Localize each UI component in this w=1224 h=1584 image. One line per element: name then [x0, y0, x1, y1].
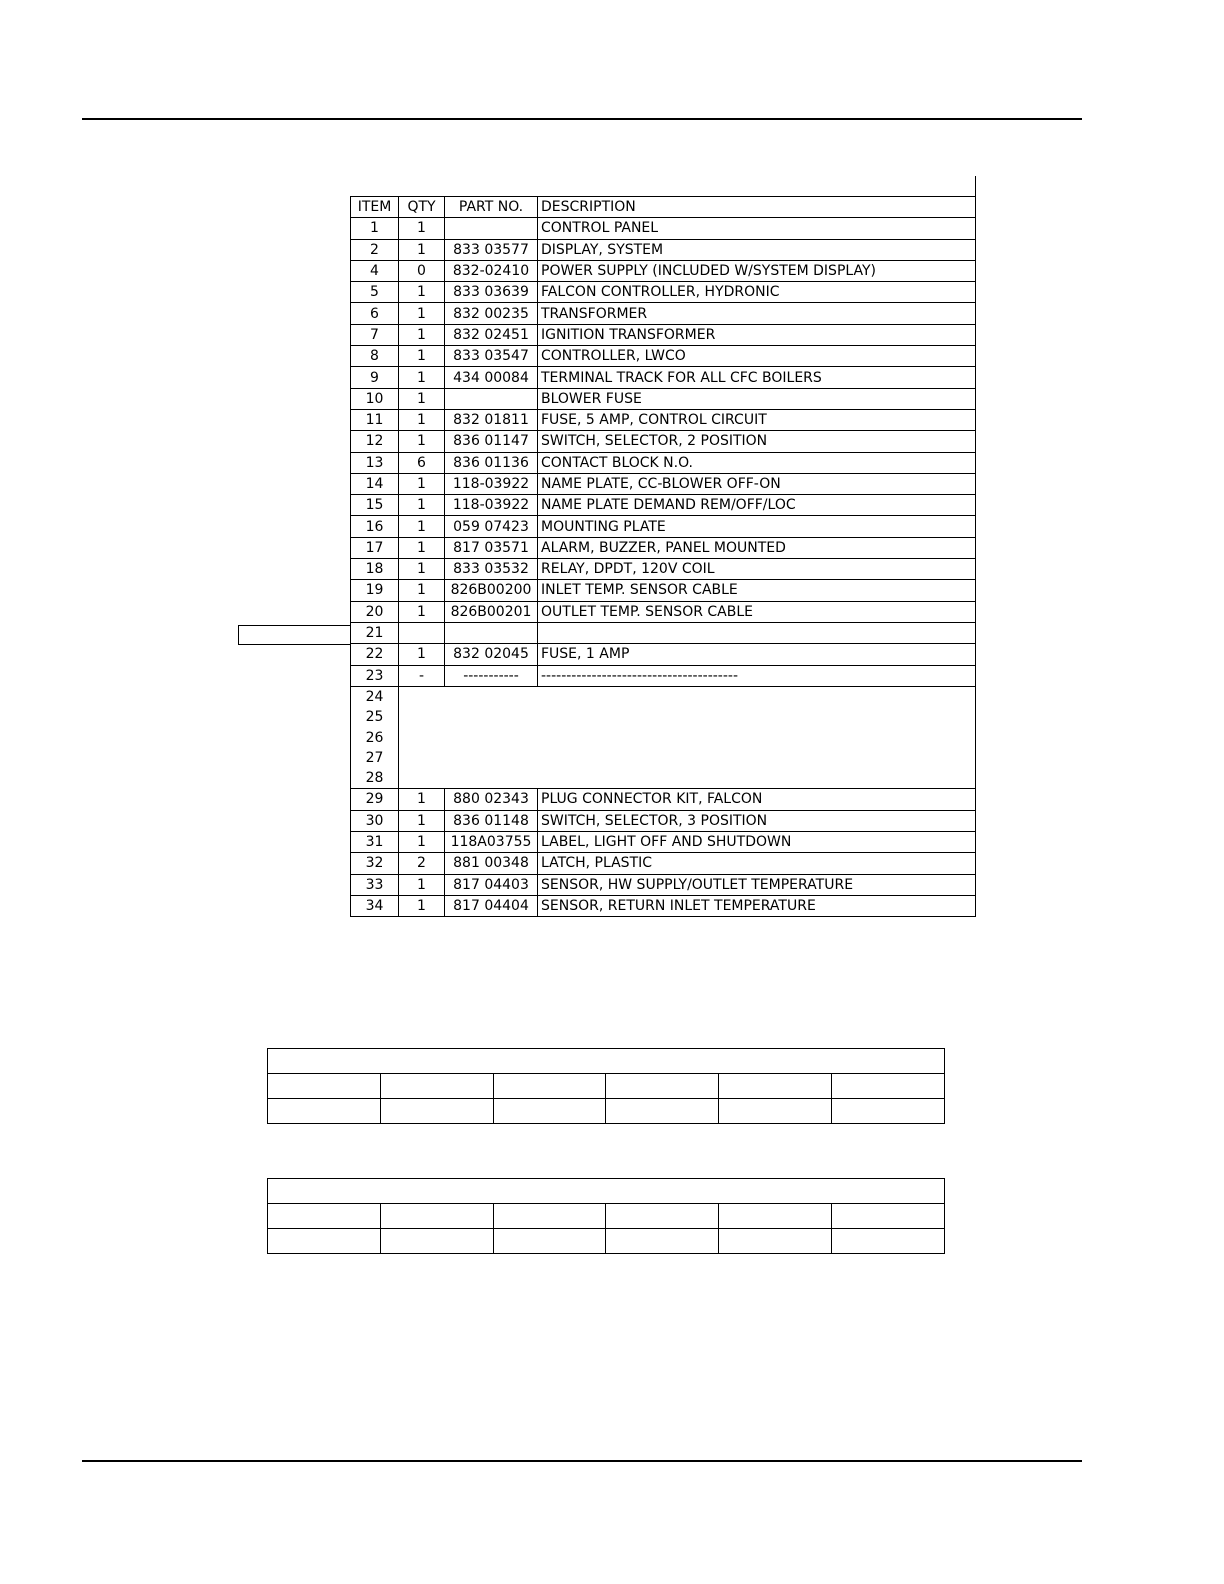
- cell-part-no: 832 02045: [445, 644, 538, 665]
- cell-item: 15: [351, 495, 399, 516]
- grid-row: [268, 1074, 945, 1099]
- cell-description: CONTACT BLOCK N.O.: [538, 452, 976, 473]
- cell-description: SENSOR, HW SUPPLY/OUTLET TEMPERATURE: [538, 874, 976, 895]
- table-row: [351, 346, 976, 367]
- cell-description: OUTLET TEMP. SENSOR CABLE: [538, 601, 976, 622]
- cell-item: 29: [351, 789, 399, 810]
- cell-item: 30: [351, 810, 399, 831]
- cell-item: 8: [351, 346, 399, 367]
- cell-qty: 1: [399, 537, 445, 558]
- cell-part-no: 118A03755: [445, 831, 538, 852]
- grid-cell: [268, 1099, 381, 1124]
- cell-item: 32: [351, 853, 399, 874]
- cell-part-no: 836 01136: [445, 452, 538, 473]
- cell-description: [538, 622, 976, 643]
- cell-description: LATCH, PLASTIC: [538, 853, 976, 874]
- cell-part-no: 833 03639: [445, 282, 538, 303]
- cell-part-no: 832 02451: [445, 324, 538, 345]
- grid-title-cell: [268, 1049, 945, 1074]
- cell-item: 6: [351, 303, 399, 324]
- table-row: [351, 495, 976, 516]
- grid-cell: [832, 1204, 945, 1229]
- cell-qty: 1: [399, 874, 445, 895]
- table-row: [351, 580, 976, 601]
- cell-qty: 1: [399, 831, 445, 852]
- cell-qty: 1: [399, 580, 445, 601]
- cell-item: 7: [351, 324, 399, 345]
- cell-part-no: [445, 218, 538, 239]
- cell-description: CONTROLLER, LWCO: [538, 346, 976, 367]
- cell-item: 17: [351, 537, 399, 558]
- cell-item: 4: [351, 260, 399, 281]
- grid-row: [268, 1099, 945, 1124]
- cell-item: 12: [351, 431, 399, 452]
- cell-item: 14: [351, 473, 399, 494]
- grid-cell: [832, 1074, 945, 1099]
- header-description: DESCRIPTION: [538, 197, 976, 218]
- grid-title-row: [268, 1049, 945, 1074]
- table-row: [351, 239, 976, 260]
- header-part-no: PART NO.: [445, 197, 538, 218]
- grid-cell: [606, 1099, 719, 1124]
- cell-item: 5: [351, 282, 399, 303]
- table-row: [351, 452, 976, 473]
- table-row: [351, 895, 976, 916]
- cell-part-no: 817 04403: [445, 874, 538, 895]
- grid-row: [268, 1229, 945, 1254]
- empty-grid-table: [267, 1048, 945, 1124]
- top-rule: [82, 118, 1082, 120]
- cell-description: FUSE, 1 AMP: [538, 644, 976, 665]
- table-row: [351, 324, 976, 345]
- cell-qty: 6: [399, 452, 445, 473]
- cell-description: RELAY, DPDT, 120V COIL: [538, 559, 976, 580]
- grid-cell: [380, 1074, 493, 1099]
- cell-qty: 1: [399, 239, 445, 260]
- cell-qty: [399, 622, 445, 643]
- cell-part-no: 826B00200: [445, 580, 538, 601]
- cell-part-no: 826B00201: [445, 601, 538, 622]
- cell-item: 27: [351, 748, 399, 768]
- table-row: [351, 831, 976, 852]
- cell-item: 26: [351, 727, 399, 747]
- blank-merged-cell: [399, 686, 976, 788]
- table-row: [351, 622, 976, 643]
- cell-item: 34: [351, 895, 399, 916]
- cell-qty: 1: [399, 559, 445, 580]
- cell-description: NAME PLATE, CC-BLOWER OFF-ON: [538, 473, 976, 494]
- grid-cell: [268, 1074, 381, 1099]
- cell-qty: 1: [399, 409, 445, 430]
- cell-part-no: 832 01811: [445, 409, 538, 430]
- grid-title-cell: [268, 1179, 945, 1204]
- table-row: [351, 810, 976, 831]
- empty-grid-table: [267, 1178, 945, 1254]
- table-corner-line: [975, 176, 976, 196]
- cell-description: ---------------------------------------: [538, 665, 976, 686]
- cell-qty: 1: [399, 789, 445, 810]
- table-row: [351, 367, 976, 388]
- grid-row: [268, 1204, 945, 1229]
- table-row: [351, 303, 976, 324]
- grid-cell: [606, 1229, 719, 1254]
- cell-description: CONTROL PANEL: [538, 218, 976, 239]
- cell-qty: -: [399, 665, 445, 686]
- cell-item: 9: [351, 367, 399, 388]
- table-row: [351, 516, 976, 537]
- table-row: [351, 282, 976, 303]
- item-21-leader-box: [238, 625, 351, 645]
- table-row-blank: [351, 686, 976, 707]
- cell-part-no: 434 00084: [445, 367, 538, 388]
- cell-description: FALCON CONTROLLER, HYDRONIC: [538, 282, 976, 303]
- cell-part-no: 836 01148: [445, 810, 538, 831]
- cell-description: POWER SUPPLY (INCLUDED W/SYSTEM DISPLAY): [538, 260, 976, 281]
- cell-description: ALARM, BUZZER, PANEL MOUNTED: [538, 537, 976, 558]
- grid-title-row: [268, 1179, 945, 1204]
- cell-part-no: 836 01147: [445, 431, 538, 452]
- table-row: [351, 388, 976, 409]
- grid-cell: [719, 1229, 832, 1254]
- cell-qty: 1: [399, 516, 445, 537]
- cell-item: 28: [351, 768, 399, 789]
- bottom-rule: [82, 1460, 1082, 1462]
- cell-item: 2: [351, 239, 399, 260]
- header-qty: QTY: [399, 197, 445, 218]
- cell-qty: 1: [399, 388, 445, 409]
- grid-cell: [268, 1229, 381, 1254]
- cell-qty: 0: [399, 260, 445, 281]
- grid-cell: [606, 1074, 719, 1099]
- grid-cell: [268, 1204, 381, 1229]
- table-row: [351, 644, 976, 665]
- cell-description: MOUNTING PLATE: [538, 516, 976, 537]
- cell-qty: 1: [399, 324, 445, 345]
- table-row: [351, 409, 976, 430]
- cell-item: 24: [351, 686, 399, 707]
- cell-description: INLET TEMP. SENSOR CABLE: [538, 580, 976, 601]
- cell-description: TERMINAL TRACK FOR ALL CFC BOILERS: [538, 367, 976, 388]
- table-row: [351, 473, 976, 494]
- cell-description: NAME PLATE DEMAND REM/OFF/LOC: [538, 495, 976, 516]
- grid-cell: [380, 1229, 493, 1254]
- grid-cell: [493, 1204, 606, 1229]
- grid-cell: [606, 1204, 719, 1229]
- table-row: [351, 431, 976, 452]
- grid-cell: [380, 1204, 493, 1229]
- cell-qty: 1: [399, 810, 445, 831]
- grid-cell: [493, 1074, 606, 1099]
- cell-qty: 1: [399, 431, 445, 452]
- grid-cell: [493, 1099, 606, 1124]
- cell-part-no: 118-03922: [445, 495, 538, 516]
- cell-qty: 1: [399, 601, 445, 622]
- table-row: [351, 260, 976, 281]
- cell-part-no: -----------: [445, 665, 538, 686]
- cell-part-no: 059 07423: [445, 516, 538, 537]
- grid-cell: [832, 1099, 945, 1124]
- cell-description: PLUG CONNECTOR KIT, FALCON: [538, 789, 976, 810]
- cell-qty: 1: [399, 367, 445, 388]
- cell-part-no: 118-03922: [445, 473, 538, 494]
- cell-item: 25: [351, 707, 399, 727]
- cell-part-no: 832-02410: [445, 260, 538, 281]
- cell-item: 10: [351, 388, 399, 409]
- cell-qty: 1: [399, 495, 445, 516]
- cell-part-no: 880 02343: [445, 789, 538, 810]
- cell-part-no: 817 03571: [445, 537, 538, 558]
- cell-item: 13: [351, 452, 399, 473]
- cell-item: 19: [351, 580, 399, 601]
- cell-item: 22: [351, 644, 399, 665]
- grid-cell: [719, 1099, 832, 1124]
- cell-qty: 1: [399, 895, 445, 916]
- table-row: [351, 537, 976, 558]
- parts-table-header-row: [351, 197, 976, 218]
- parts-list-table: [350, 196, 976, 917]
- cell-item: 11: [351, 409, 399, 430]
- cell-qty: 1: [399, 644, 445, 665]
- cell-description: SENSOR, RETURN INLET TEMPERATURE: [538, 895, 976, 916]
- cell-part-no: 881 00348: [445, 853, 538, 874]
- cell-item: 18: [351, 559, 399, 580]
- cell-item: 20: [351, 601, 399, 622]
- cell-description: FUSE, 5 AMP, CONTROL CIRCUIT: [538, 409, 976, 430]
- header-item: ITEM: [351, 197, 399, 218]
- cell-description: LABEL, LIGHT OFF AND SHUTDOWN: [538, 831, 976, 852]
- cell-qty: 1: [399, 282, 445, 303]
- table-row: [351, 665, 976, 686]
- grid-cell: [719, 1204, 832, 1229]
- cell-qty: 1: [399, 346, 445, 367]
- cell-description: SWITCH, SELECTOR, 2 POSITION: [538, 431, 976, 452]
- grid-cell: [493, 1229, 606, 1254]
- cell-description: BLOWER FUSE: [538, 388, 976, 409]
- table-row: [351, 853, 976, 874]
- table-row: [351, 874, 976, 895]
- grid-cell: [380, 1099, 493, 1124]
- cell-item: 16: [351, 516, 399, 537]
- table-row: [351, 789, 976, 810]
- cell-part-no: 832 00235: [445, 303, 538, 324]
- table-row: [351, 559, 976, 580]
- cell-part-no: [445, 622, 538, 643]
- cell-description: DISPLAY, SYSTEM: [538, 239, 976, 260]
- cell-qty: 1: [399, 303, 445, 324]
- cell-part-no: 833 03547: [445, 346, 538, 367]
- cell-description: IGNITION TRANSFORMER: [538, 324, 976, 345]
- cell-description: SWITCH, SELECTOR, 3 POSITION: [538, 810, 976, 831]
- table-row: [351, 601, 976, 622]
- table-row: [351, 218, 976, 239]
- cell-qty: 1: [399, 218, 445, 239]
- grid-cell: [832, 1229, 945, 1254]
- cell-part-no: [445, 388, 538, 409]
- cell-description: TRANSFORMER: [538, 303, 976, 324]
- cell-item: 31: [351, 831, 399, 852]
- cell-qty: 1: [399, 473, 445, 494]
- cell-qty: 2: [399, 853, 445, 874]
- cell-item: 23: [351, 665, 399, 686]
- cell-item: 33: [351, 874, 399, 895]
- cell-item: 1: [351, 218, 399, 239]
- cell-part-no: 817 04404: [445, 895, 538, 916]
- grid-cell: [719, 1074, 832, 1099]
- cell-part-no: 833 03577: [445, 239, 538, 260]
- cell-item: 21: [351, 622, 399, 643]
- cell-part-no: 833 03532: [445, 559, 538, 580]
